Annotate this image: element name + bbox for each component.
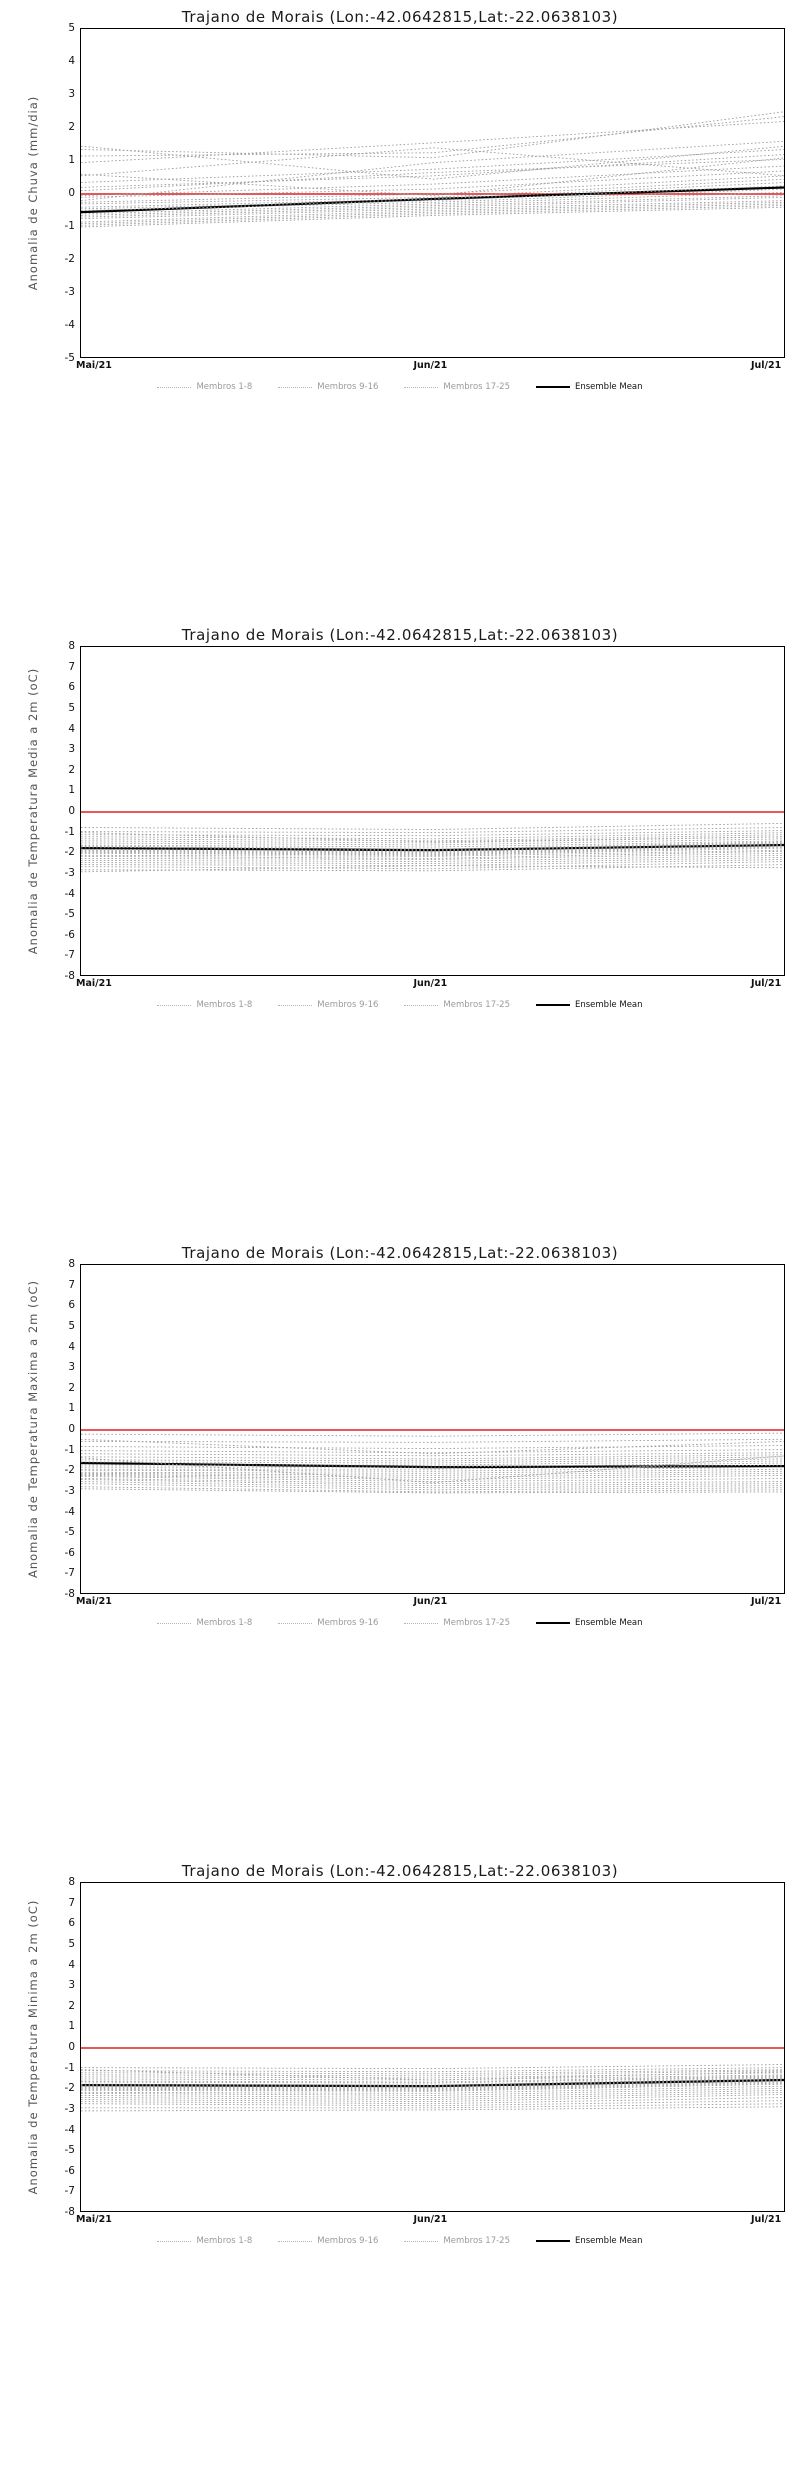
ensemble-mean-line — [81, 2080, 785, 2086]
x-axis-tick-label: Jul/21 — [751, 360, 782, 371]
y-axis-tick-label: 5 — [68, 701, 75, 714]
y-axis-tick-label: -7 — [64, 949, 75, 962]
legend-item — [404, 1618, 510, 1628]
legend-swatch-icon — [404, 2241, 438, 2242]
member-line — [81, 823, 785, 829]
legend-item — [278, 2236, 378, 2246]
x-axis-tick-label: Jun/21 — [413, 2214, 448, 2225]
member-line — [81, 2070, 785, 2080]
legend-label: Membros 1-8 — [196, 2236, 253, 2246]
x-axis-tick-label: Mai/21 — [76, 360, 112, 371]
member-line — [81, 1455, 785, 1459]
member-line — [81, 1459, 785, 1463]
legend-label: Membros 9-16 — [317, 1618, 379, 1628]
ensemble-mean-line — [81, 1463, 785, 1467]
legend-label: Ensemble Mean — [574, 382, 643, 392]
chart-panel-temperatura-media — [0, 618, 800, 1236]
y-axis-label: Anomalia de Temperatura Media a 2m (oC) — [26, 667, 40, 955]
y-axis-label: Anomalia de Chuva (mm/dia) — [26, 95, 40, 291]
legend-label: Membros 9-16 — [317, 1000, 379, 1010]
legend-label: Membros 17-25 — [443, 2236, 510, 2246]
legend-label: Ensemble Mean — [574, 1000, 643, 1010]
y-axis-tick-label: -1 — [64, 220, 75, 232]
y-axis-tick-label: -5 — [64, 1526, 75, 1539]
member-line — [81, 112, 785, 158]
x-axis-tick-label: Jul/21 — [751, 1596, 782, 1607]
y-axis-tick-label: -6 — [64, 928, 75, 941]
member-line — [81, 204, 785, 224]
member-line — [81, 207, 785, 227]
member-line — [81, 202, 785, 222]
member-line — [81, 1489, 785, 1493]
chart-legend — [0, 1000, 800, 1010]
member-line — [81, 2070, 785, 2074]
y-axis-tick-label: 1 — [68, 154, 75, 166]
legend-item — [278, 1618, 378, 1628]
y-axis-tick-label: -5 — [64, 352, 75, 364]
y-axis-tick-label: 7 — [68, 1278, 75, 1291]
legend-swatch-icon — [157, 2241, 191, 2242]
member-line — [81, 1487, 785, 1492]
plot-area — [80, 1264, 785, 1594]
y-axis-tick-label: -5 — [64, 2144, 75, 2157]
y-axis-tick-label: 4 — [68, 1958, 75, 1971]
y-axis-tick-label: 0 — [68, 805, 75, 817]
x-axis-tick-label: Jul/21 — [751, 978, 782, 989]
legend-label: Membros 1-8 — [196, 382, 253, 392]
legend-item — [278, 382, 378, 392]
legend-swatch-icon — [278, 2241, 312, 2242]
y-axis-tick-label: 8 — [68, 1876, 75, 1888]
chart-panel-chuva — [0, 0, 800, 618]
member-line — [81, 839, 785, 845]
y-axis-tick-label: 5 — [68, 1937, 75, 1950]
series-canvas — [81, 29, 785, 358]
member-line — [81, 1456, 785, 1483]
y-axis-tick-label: 5 — [68, 1319, 75, 1332]
legend-swatch-icon — [404, 1005, 438, 1006]
y-axis-tick-label: -2 — [64, 253, 75, 265]
y-axis-tick-label: 1 — [68, 2020, 75, 2033]
legend-swatch-icon — [536, 1004, 570, 1006]
chart-title: Trajano de Morais (Lon:-42.0642815,Lat:-22.0638103) — [181, 626, 619, 644]
plot-area — [80, 1882, 785, 2212]
member-line — [81, 2071, 785, 2076]
y-axis-tick-label: 0 — [68, 1423, 75, 1435]
y-axis-tick-label: -7 — [64, 1567, 75, 1580]
x-axis-tick-label: Mai/21 — [76, 1596, 112, 1607]
ensemble-mean-line — [81, 187, 785, 212]
chart-legend — [0, 382, 800, 392]
plot-area — [80, 28, 785, 358]
legend-item — [404, 2236, 510, 2246]
member-line — [81, 148, 785, 176]
member-line — [81, 1482, 785, 1488]
y-axis-tick-label: 0 — [68, 187, 75, 199]
legend-swatch-icon — [536, 386, 570, 388]
member-line — [81, 1450, 785, 1453]
member-line — [81, 833, 785, 839]
y-axis-tick-label: 6 — [68, 681, 75, 694]
legend-label: Membros 17-25 — [443, 382, 510, 392]
member-line — [81, 2090, 785, 2097]
member-line — [81, 2098, 785, 2104]
legend-item — [536, 1000, 643, 1010]
plot-area — [80, 646, 785, 976]
legend-label: Ensemble Mean — [574, 1618, 643, 1628]
y-axis-tick-label: -1 — [64, 1443, 75, 1456]
member-line — [81, 855, 785, 861]
y-axis-tick-label: 2 — [68, 1999, 75, 2012]
member-line — [81, 1445, 785, 1448]
ensemble-mean-line — [81, 845, 785, 850]
legend-swatch-icon — [278, 387, 312, 388]
legend-label: Membros 9-16 — [317, 2236, 379, 2246]
x-axis-tick-label: Mai/21 — [76, 978, 112, 989]
series-canvas — [81, 647, 785, 976]
member-line — [81, 2104, 785, 2108]
member-line — [81, 866, 785, 872]
y-axis-tick-label: 2 — [68, 121, 75, 133]
member-line — [81, 1478, 785, 1483]
legend-item — [157, 2236, 252, 2246]
legend-swatch-icon — [157, 1005, 191, 1006]
y-axis-tick-label: 4 — [68, 722, 75, 735]
y-axis-label: Anomalia de Temperatura Minima a 2m (oC) — [26, 1899, 40, 2195]
legend-item — [404, 1000, 510, 1010]
y-axis-tick-label: 8 — [68, 1258, 75, 1270]
y-axis-tick-label: -4 — [64, 1505, 75, 1518]
chart-panel-temperatura-maxima — [0, 1236, 800, 1854]
y-axis-tick-label: -3 — [64, 2102, 75, 2115]
y-axis-tick-label: -1 — [64, 2061, 75, 2074]
y-axis-tick-label: -3 — [64, 1484, 75, 1497]
member-line — [81, 159, 785, 190]
member-line — [81, 859, 785, 865]
member-line — [81, 857, 785, 863]
y-axis-tick-label: -5 — [64, 908, 75, 921]
member-line — [81, 1453, 785, 1456]
chart-title: Trajano de Morais (Lon:-42.0642815,Lat:-22.0638103) — [181, 1244, 619, 1262]
legend-item — [404, 382, 510, 392]
chart-panel-temperatura-minima — [0, 1854, 800, 2472]
y-axis-tick-label: 1 — [68, 784, 75, 797]
y-axis-label: Anomalia de Temperatura Maxima a 2m (oC) — [26, 1279, 40, 1579]
member-line — [81, 182, 785, 207]
chart-title: Trajano de Morais (Lon:-42.0642815,Lat:-22.0638103) — [181, 1862, 619, 1880]
member-line — [81, 192, 785, 213]
legend-item — [157, 382, 252, 392]
y-axis-tick-label: -4 — [64, 887, 75, 900]
member-line — [81, 835, 785, 841]
member-line — [81, 853, 785, 859]
member-line — [81, 2094, 785, 2101]
member-line — [81, 837, 785, 843]
y-axis-tick-label: -6 — [64, 1546, 75, 1559]
y-axis-tick-label: 6 — [68, 1299, 75, 1312]
y-axis-tick-label: -4 — [64, 2123, 75, 2136]
legend-label: Ensemble Mean — [574, 2236, 643, 2246]
series-canvas — [81, 1883, 785, 2212]
legend-item — [536, 382, 643, 392]
series-canvas — [81, 1265, 785, 1594]
legend-item — [536, 1618, 643, 1628]
legend-item — [157, 1000, 252, 1010]
member-line — [81, 116, 785, 156]
legend-label: Membros 17-25 — [443, 1000, 510, 1010]
member-line — [81, 2107, 785, 2111]
member-line — [81, 2075, 785, 2080]
member-line — [81, 1480, 785, 1486]
legend-item — [278, 1000, 378, 1010]
y-axis-tick-label: 4 — [68, 1340, 75, 1353]
y-axis-tick-label: -8 — [64, 2206, 75, 2218]
y-axis-tick-label: -4 — [64, 319, 75, 331]
member-line — [81, 2092, 785, 2099]
legend-label: Membros 1-8 — [196, 1000, 253, 1010]
y-axis-tick-label: 2 — [68, 763, 75, 776]
legend-swatch-icon — [404, 1623, 438, 1624]
member-line — [81, 865, 785, 871]
y-axis-tick-label: 5 — [68, 22, 75, 34]
member-line — [81, 2073, 785, 2078]
x-axis-tick-label: Jun/21 — [413, 978, 448, 989]
member-line — [81, 154, 785, 187]
member-line — [81, 851, 785, 858]
y-axis-tick-label: 3 — [68, 1361, 75, 1374]
member-line — [81, 1439, 785, 1453]
legend-swatch-icon — [157, 1623, 191, 1624]
chart-title: Trajano de Morais (Lon:-42.0642815,Lat:-22.0638103) — [181, 8, 619, 26]
x-axis-tick-label: Jul/21 — [751, 2214, 782, 2225]
x-axis-tick-label: Mai/21 — [76, 2214, 112, 2225]
member-line — [81, 201, 785, 219]
x-axis-tick-label: Jun/21 — [413, 360, 448, 371]
y-axis-tick-label: -1 — [64, 825, 75, 838]
chart-legend — [0, 2236, 800, 2246]
member-line — [81, 2065, 785, 2069]
y-axis-tick-label: -3 — [64, 286, 75, 298]
member-line — [81, 2068, 785, 2072]
legend-label: Membros 9-16 — [317, 382, 379, 392]
member-line — [81, 1484, 785, 1490]
legend-swatch-icon — [536, 2240, 570, 2242]
y-axis-tick-label: 2 — [68, 1381, 75, 1394]
legend-label: Membros 1-8 — [196, 1618, 253, 1628]
y-axis-tick-label: 8 — [68, 640, 75, 652]
member-line — [81, 1433, 785, 1436]
legend-item — [536, 2236, 643, 2246]
y-axis-tick-label: -2 — [64, 1464, 75, 1477]
legend-label: Membros 17-25 — [443, 1618, 510, 1628]
member-line — [81, 1473, 785, 1477]
member-line — [81, 1471, 785, 1475]
legend-swatch-icon — [278, 1005, 312, 1006]
legend-swatch-icon — [157, 387, 191, 388]
y-axis-tick-label: 6 — [68, 1917, 75, 1930]
y-axis-tick-label: 0 — [68, 2041, 75, 2053]
legend-item — [157, 1618, 252, 1628]
y-axis-tick-label: -2 — [64, 846, 75, 859]
y-axis-tick-label: 4 — [68, 55, 75, 67]
chart-legend — [0, 1618, 800, 1628]
y-axis-tick-label: -6 — [64, 2164, 75, 2177]
legend-swatch-icon — [278, 1623, 312, 1624]
member-line — [81, 1439, 785, 1442]
member-line — [81, 2101, 785, 2106]
member-line — [81, 186, 785, 209]
y-axis-tick-label: 3 — [68, 88, 75, 100]
y-axis-tick-label: 1 — [68, 1402, 75, 1415]
member-line — [81, 833, 785, 842]
y-axis-tick-label: -7 — [64, 2185, 75, 2198]
member-line — [81, 831, 785, 836]
y-axis-tick-label: -3 — [64, 866, 75, 879]
member-line — [81, 149, 785, 182]
member-line — [81, 1457, 785, 1461]
legend-swatch-icon — [536, 1622, 570, 1624]
y-axis-tick-label: 3 — [68, 743, 75, 756]
y-axis-tick-label: -8 — [64, 970, 75, 982]
y-axis-tick-label: -2 — [64, 2082, 75, 2095]
member-line — [81, 2088, 785, 2095]
x-axis-tick-label: Jun/21 — [413, 1596, 448, 1607]
y-axis-tick-label: 3 — [68, 1979, 75, 1992]
member-line — [81, 1476, 785, 1481]
member-line — [81, 827, 785, 832]
legend-swatch-icon — [404, 387, 438, 388]
y-axis-tick-label: 7 — [68, 660, 75, 673]
member-line — [81, 1469, 785, 1473]
member-line — [81, 862, 785, 869]
y-axis-tick-label: -8 — [64, 1588, 75, 1600]
member-line — [81, 1475, 785, 1479]
y-axis-tick-label: 7 — [68, 1896, 75, 1909]
